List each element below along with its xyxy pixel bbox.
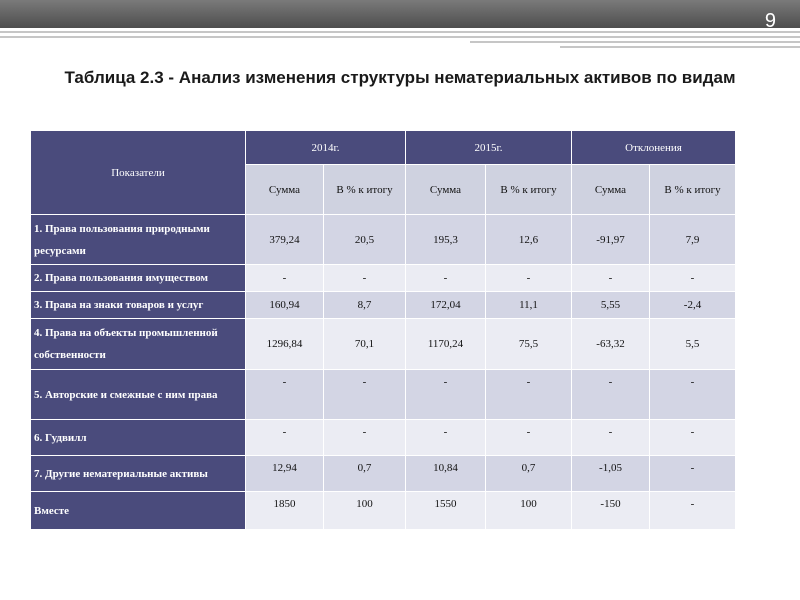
table-cell: -: [572, 265, 650, 292]
table-row: [31, 215, 736, 265]
table-cell: -: [650, 370, 736, 420]
table-cell: -: [650, 456, 736, 492]
table-cell: 1850: [246, 492, 324, 530]
table-cell: 1170,24: [406, 319, 486, 370]
table-cell: -: [246, 370, 324, 420]
table-cell: -: [406, 265, 486, 292]
row-label: Вместе: [31, 492, 246, 530]
table-cell: -: [406, 370, 486, 420]
table-row: [31, 420, 736, 456]
group-header-2015: 2015г.: [406, 131, 572, 165]
table-cell: 12,6: [486, 215, 572, 265]
subheader-sum: Сумма: [572, 165, 650, 215]
table-cell: 160,94: [246, 292, 324, 319]
table-cell: 1550: [406, 492, 486, 530]
row-label: 6. Гудвилл: [31, 420, 246, 456]
table-cell: 5,5: [650, 319, 736, 370]
indicators-header: Показатели: [31, 131, 246, 215]
table-cell: 75,5: [486, 319, 572, 370]
table-cell: -: [324, 420, 406, 456]
table-row: [31, 319, 736, 370]
row-label: 5. Авторские и смежные с ним права: [31, 370, 246, 420]
row-label: 7. Другие нематериальные активы: [31, 456, 246, 492]
subheader-percent: В % к итогу: [650, 165, 736, 215]
table-cell: -: [486, 420, 572, 456]
table-cell: -: [324, 370, 406, 420]
table-cell: -150: [572, 492, 650, 530]
table-cell: 7,9: [650, 215, 736, 265]
table-cell: -: [650, 492, 736, 530]
page-number: 9: [764, 10, 776, 32]
table-cell: -91,97: [572, 215, 650, 265]
table-cell: 20,5: [324, 215, 406, 265]
table-cell: 0,7: [324, 456, 406, 492]
table-cell: 100: [486, 492, 572, 530]
row-label: 2. Права пользования имуществом: [31, 265, 246, 292]
table-cell: -2,4: [650, 292, 736, 319]
table-cell: 11,1: [486, 292, 572, 319]
table-row: [31, 292, 736, 319]
subheader-percent: В % к итогу: [324, 165, 406, 215]
intangible-assets-table: [30, 130, 736, 530]
table-cell: 379,24: [246, 215, 324, 265]
table-cell: 1296,84: [246, 319, 324, 370]
table-cell: 0,7: [486, 456, 572, 492]
table-cell: -: [406, 420, 486, 456]
table-row: [31, 456, 736, 492]
table-cell: 172,04: [406, 292, 486, 319]
subheader-sum: Сумма: [406, 165, 486, 215]
table-row: [31, 265, 736, 292]
table-cell: -: [486, 265, 572, 292]
table-cell: -: [572, 370, 650, 420]
decorative-stripes: [0, 28, 800, 58]
table-cell: 8,7: [324, 292, 406, 319]
table-cell: -: [246, 265, 324, 292]
table-cell: -: [650, 265, 736, 292]
table-cell: 195,3: [406, 215, 486, 265]
group-header-deviations: Отклонения: [572, 131, 736, 165]
table-cell: -1,05: [572, 456, 650, 492]
row-label: 3. Права на знаки товаров и услуг: [31, 292, 246, 319]
slide-header-bar: [0, 0, 800, 28]
group-header-2014: 2014г.: [246, 131, 406, 165]
table-cell: -: [324, 265, 406, 292]
page-title: Таблица 2.3 - Анализ изменения структуры нематериальных активов по видам: [64, 68, 736, 87]
subheader-percent: В % к итогу: [486, 165, 572, 215]
table-cell: 12,94: [246, 456, 324, 492]
row-label: 4. Права на объекты промышленной собственности: [31, 319, 246, 370]
subheader-sum: Сумма: [246, 165, 324, 215]
table-cell: -: [246, 420, 324, 456]
table-cell: 100: [324, 492, 406, 530]
row-label: 1. Права пользования природными ресурсами: [31, 215, 246, 265]
table-cell: -: [650, 420, 736, 456]
table-row: [31, 370, 736, 420]
table-cell: 10,84: [406, 456, 486, 492]
table-cell: 70,1: [324, 319, 406, 370]
table-cell: 5,55: [572, 292, 650, 319]
table-cell: -: [486, 370, 572, 420]
table-row: [31, 492, 736, 530]
table-cell: -63,32: [572, 319, 650, 370]
table-cell: -: [572, 420, 650, 456]
